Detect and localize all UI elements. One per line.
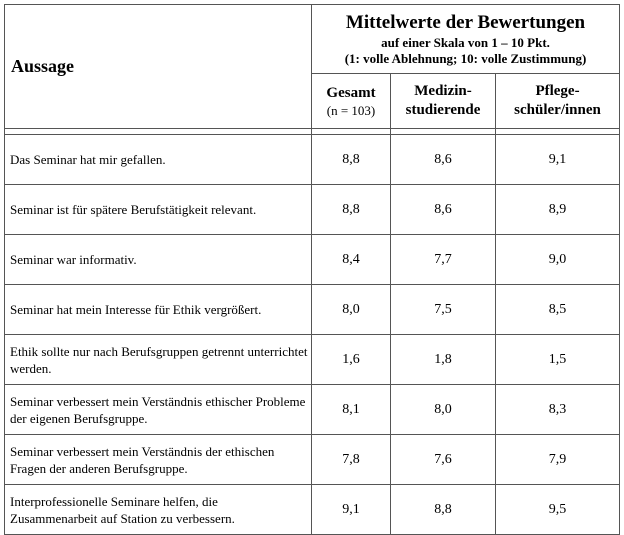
medizin-value: 8,6 <box>391 185 496 235</box>
gesamt-value: 8,8 <box>312 135 391 185</box>
pflege-label-line2: schüler/innen <box>514 102 601 118</box>
gesamt-header <box>312 74 391 129</box>
gesamt-value: 7,8 <box>312 435 391 485</box>
medizin-value: 7,7 <box>391 235 496 285</box>
gesamt-value: 9,1 <box>312 485 391 535</box>
medizin-value: 8,0 <box>391 385 496 435</box>
medizin-label-line1: Medizin- <box>414 83 472 99</box>
table-row <box>5 385 620 435</box>
ratings-header <box>312 5 620 74</box>
medizin-value: 8,8 <box>391 485 496 535</box>
pflege-label-line1: Pflege- <box>535 83 580 99</box>
statement-cell: Seminar verbessert mein Verständnis der ethischen Fragen der anderen Berufsgruppe. <box>5 435 312 485</box>
evaluation-table-frame <box>4 4 619 525</box>
statement-cell: Seminar hat mein Interesse für Ethik vergrößert. <box>5 285 312 335</box>
table-row <box>5 135 620 185</box>
gesamt-value: 8,1 <box>312 385 391 435</box>
pflege-value: 9,1 <box>496 135 620 185</box>
pflege-value: 1,5 <box>496 335 620 385</box>
pflege-value: 9,5 <box>496 485 620 535</box>
medizin-value: 7,6 <box>391 435 496 485</box>
ratings-title: Mittelwerte der Bewertungen <box>345 12 586 33</box>
evaluation-table <box>4 4 620 535</box>
medizin-value: 7,5 <box>391 285 496 335</box>
table-body <box>5 135 620 535</box>
statement-cell: Seminar verbessert mein Verständnis ethischer Probleme der eigenen Berufsgruppe. <box>5 385 312 435</box>
table-row <box>5 185 620 235</box>
medizin-value: 8,6 <box>391 135 496 185</box>
statement-cell: Seminar war informativ. <box>5 235 312 285</box>
aussage-header: Aussage <box>5 5 312 129</box>
ratings-subtitle-scale: auf einer Skala von 1 – 10 Pkt. <box>381 35 550 50</box>
pflege-value: 9,0 <box>496 235 620 285</box>
medizin-header <box>391 74 496 129</box>
pflege-value: 8,3 <box>496 385 620 435</box>
statement-cell: Ethik sollte nur nach Berufsgruppen getrennt unterrichtet werden. <box>5 335 312 385</box>
ratings-subtitle-legend: (1: volle Ablehnung; 10: volle Zustimmung) <box>344 51 587 66</box>
pflege-value: 8,5 <box>496 285 620 335</box>
pflege-value: 8,9 <box>496 185 620 235</box>
table-row <box>5 435 620 485</box>
table-row <box>5 235 620 285</box>
gesamt-value: 1,6 <box>312 335 391 385</box>
gesamt-value: 8,0 <box>312 285 391 335</box>
statement-cell: Interprofessionelle Seminare helfen, die Zusammenarbeit auf Station zu verbessern. <box>5 485 312 535</box>
table-row <box>5 485 620 535</box>
gesamt-n-label: (n = 103) <box>326 103 376 118</box>
gesamt-value: 8,4 <box>312 235 391 285</box>
gesamt-value: 8,8 <box>312 185 391 235</box>
statement-cell: Das Seminar hat mir gefallen. <box>5 135 312 185</box>
pflege-value: 7,9 <box>496 435 620 485</box>
statement-cell: Seminar ist für spätere Berufstätigkeit relevant. <box>5 185 312 235</box>
gesamt-label: Gesamt <box>326 85 376 101</box>
medizin-label-line2: studierende <box>405 102 481 118</box>
table-row <box>5 335 620 385</box>
pflege-header <box>496 74 620 129</box>
table-row <box>5 285 620 335</box>
medizin-value: 1,8 <box>391 335 496 385</box>
